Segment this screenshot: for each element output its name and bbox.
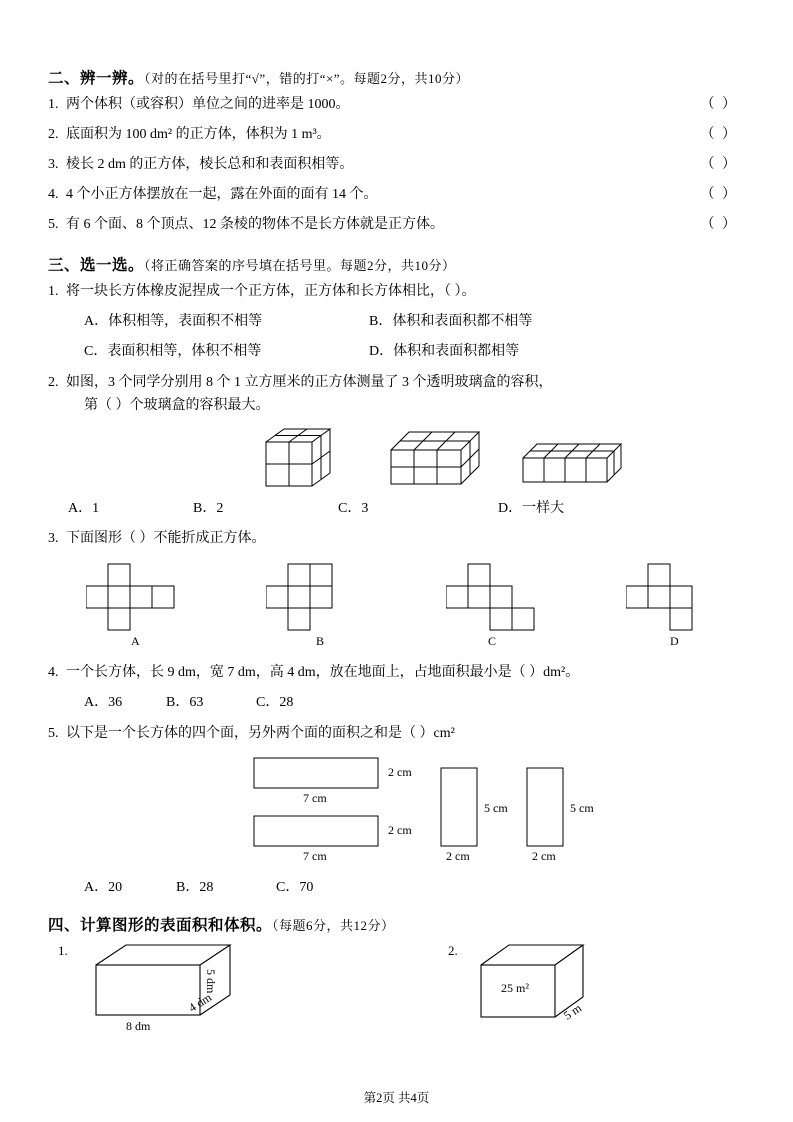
section-heading-4	[48, 913, 748, 935]
cuboid-1-height-label: 5 dm	[204, 968, 218, 994]
cuboid-1-depth-label: 4 dm	[186, 990, 215, 1015]
options-3-1-row1	[48, 311, 748, 333]
question-number: 3.	[48, 531, 59, 547]
options-3-2	[48, 498, 748, 520]
glass-box-2-icon	[378, 422, 488, 492]
question-2-2	[48, 124, 748, 145]
face-rect-2-height-label: 2 cm	[388, 822, 412, 837]
question-number: 3.	[48, 157, 59, 172]
net-C-icon	[446, 562, 576, 632]
cube-2-depth-label: 5 m	[561, 1000, 585, 1023]
question-text: 以下是一个长方体的四个面，另外两个面的面积之和是（ ）cm²	[66, 725, 455, 741]
figure-2-number: 2.	[448, 942, 458, 958]
cuboid-1-length-label: 8 dm	[126, 1018, 151, 1033]
question-number: 2.	[48, 127, 59, 142]
question-number: 4.	[48, 187, 59, 202]
question-text: 有 6 个面、8 个顶点、12 条棱的物体不是长方体就是正方体。	[66, 217, 444, 232]
face-rect-4-icon	[526, 767, 566, 847]
net-label-D: D	[670, 634, 679, 649]
question-text: 将一块长方体橡皮泥捏成一个正方体，正方体和长方体相比，（ ）。	[66, 284, 476, 299]
option-A[interactable]: A．20	[84, 879, 123, 895]
face-rect-2-width-label: 7 cm	[303, 848, 327, 863]
cube-2-face-area-label: 25 m²	[501, 980, 529, 995]
option-B[interactable]: B．28	[176, 879, 214, 895]
figure-1-number: 1.	[58, 942, 68, 958]
answer-bracket[interactable]: （ ）	[700, 217, 738, 232]
page-footer: 第2页 共4页	[363, 1091, 430, 1105]
section-2-note: （对的在括号里打“√”，错的打“×”。每题2分，共10分）	[144, 71, 470, 86]
question-text: 4 个小正方体摆放在一起，露在外面的面有 14 个。	[66, 187, 378, 202]
answer-bracket[interactable]: （ ）	[700, 97, 738, 112]
face-rect-3-icon	[440, 767, 480, 847]
face-rect-2-icon	[253, 815, 383, 847]
option-A[interactable]: A．1	[68, 500, 100, 516]
face-rect-3-height-label: 5 cm	[484, 800, 508, 815]
section-4-title: 四、计算图形的表面积和体积。	[48, 916, 273, 934]
question-2-4	[48, 184, 748, 205]
figure-solids	[48, 941, 748, 1051]
net-D-icon	[626, 562, 746, 632]
cube-2-icon	[473, 943, 603, 1043]
face-rect-1-width-label: 7 cm	[303, 790, 327, 805]
section-heading-3	[48, 253, 748, 275]
face-rect-4-height-label: 5 cm	[570, 800, 594, 815]
question-2-5	[48, 214, 748, 235]
question-3-2-cont	[48, 395, 748, 416]
net-label-A: A	[131, 634, 140, 649]
section-4-note: （每题6分，共12分）	[272, 917, 395, 933]
net-label-C: C	[488, 634, 497, 649]
question-text: 棱长 2 dm 的正方体，棱长总和和表面积相等。	[66, 157, 354, 172]
option-B[interactable]: B．体积和表面积都不相等	[369, 314, 533, 329]
option-B[interactable]: B．63	[166, 695, 204, 711]
option-C[interactable]: C．3	[338, 500, 369, 516]
question-number: 1.	[48, 97, 59, 112]
option-C[interactable]: C．70	[276, 879, 314, 895]
options-3-4	[48, 692, 748, 714]
section-3-note: （将正确答案的序号填在括号里。每题2分，共10分）	[144, 258, 456, 273]
section-heading-2	[48, 66, 748, 88]
question-number: 5.	[48, 217, 59, 232]
question-3-5	[48, 723, 748, 744]
question-3-3	[48, 528, 748, 549]
glass-box-1-icon	[253, 424, 343, 492]
answer-bracket[interactable]: （ ）	[700, 127, 738, 142]
option-D[interactable]: D．体积和表面积都相等	[369, 344, 520, 360]
question-3-4	[48, 662, 748, 683]
option-A[interactable]: A．体积相等，表面积不相等	[84, 314, 263, 329]
answer-bracket[interactable]: （ ）	[700, 157, 738, 172]
options-3-1-row2	[48, 341, 748, 363]
face-rect-3-width-label: 2 cm	[446, 848, 470, 863]
page-content	[48, 52, 748, 1051]
option-A[interactable]: A．36	[84, 695, 123, 711]
question-text: 底面积为 100 dm² 的正方体，体积为 1 m³。	[66, 127, 331, 142]
question-number: 5.	[48, 725, 59, 741]
option-C[interactable]: C．表面积相等，体积不相等	[84, 344, 262, 360]
option-D[interactable]: D．一样大	[498, 500, 565, 516]
question-3-2	[48, 372, 748, 393]
question-2-3	[48, 154, 748, 175]
question-text-line2: 第（ ）个玻璃盒的容积最大。	[84, 397, 270, 413]
cuboid-1-icon	[88, 943, 248, 1043]
glass-box-3-icon	[513, 436, 628, 490]
net-B-icon	[266, 562, 396, 632]
option-C[interactable]: C．28	[256, 695, 294, 711]
question-number: 4.	[48, 665, 59, 681]
option-B[interactable]: B．2	[193, 500, 224, 516]
figure-glass-boxes	[48, 422, 748, 494]
face-rect-1-icon	[253, 757, 383, 789]
section-2-title: 二、辨一辨。	[48, 70, 145, 87]
question-number: 2.	[48, 374, 59, 390]
question-number: 1.	[48, 284, 59, 299]
net-A-icon	[86, 562, 216, 632]
question-text: 两个体积（或容积）单位之间的进率是 1000。	[66, 97, 350, 112]
question-text: 下面图形（ ）不能折成正方体。	[66, 531, 266, 547]
question-text: 如图，3 个同学分别用 8 个 1 立方厘米的正方体测量了 3 个透明玻璃盒的容积，	[66, 374, 553, 390]
figure-rect-faces	[48, 753, 748, 883]
question-2-1	[48, 94, 748, 115]
net-label-B: B	[316, 634, 325, 649]
question-3-1	[48, 281, 748, 302]
figure-cube-nets	[48, 558, 748, 654]
question-text: 一个长方体，长 9 dm，宽 7 dm，高 4 dm，放在地面上，占地面积最小是（ ）dm²。	[66, 665, 580, 681]
answer-bracket[interactable]: （ ）	[700, 187, 738, 202]
face-rect-1-height-label: 2 cm	[388, 764, 412, 779]
face-rect-4-width-label: 2 cm	[532, 848, 556, 863]
section-3-title: 三、选一选。	[48, 257, 145, 274]
